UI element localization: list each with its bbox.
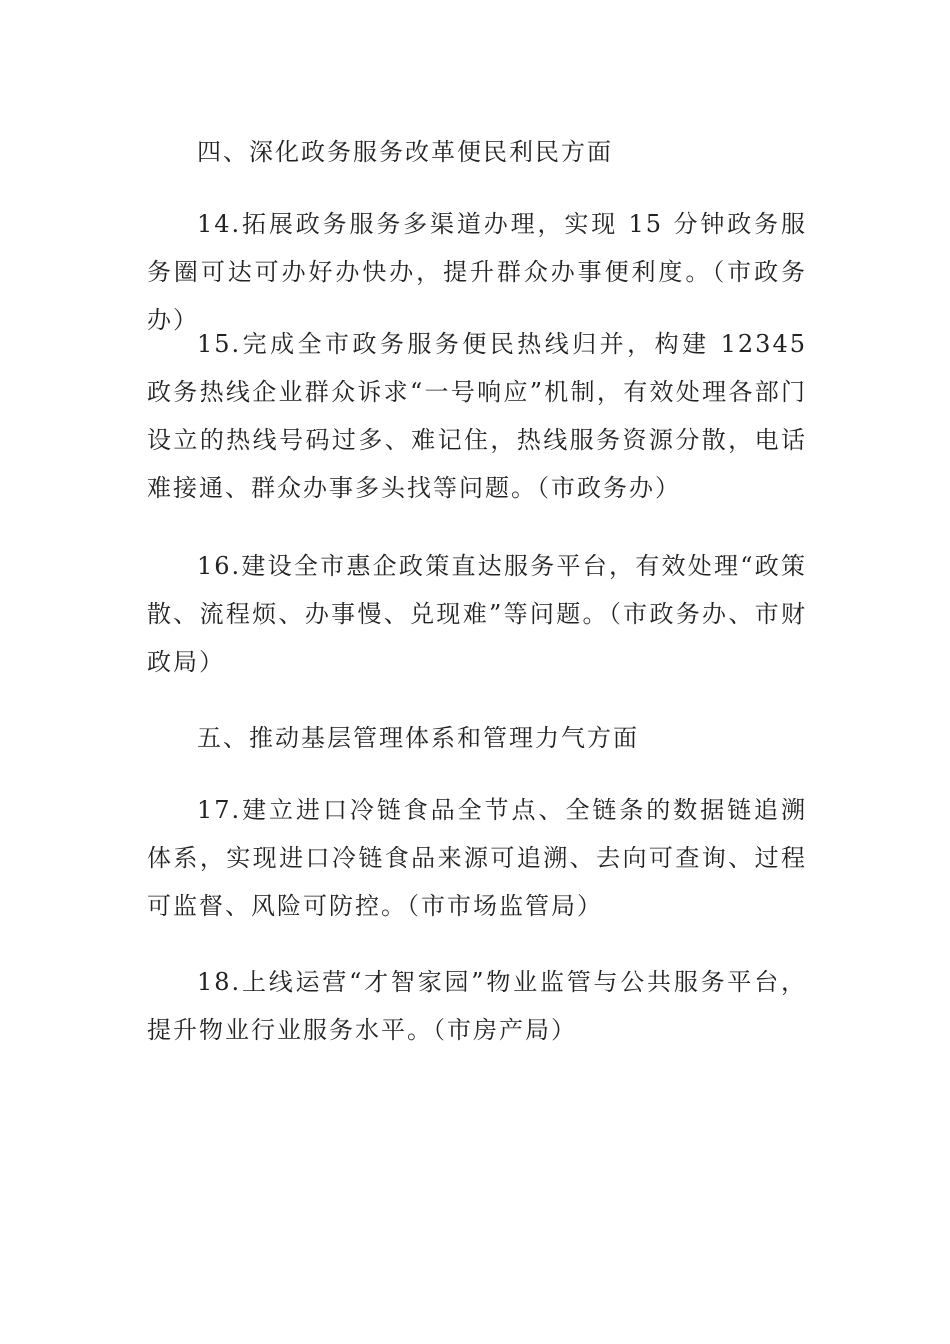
section-heading-4: 四、深化政务服务改革便民利民方面: [197, 138, 613, 166]
item-14: 14.拓展政务服务多渠道办理，实现 15 分钟政务服务圈可达可办好办快办，提升群众办事便利度。（市政务办）: [147, 210, 807, 334]
item-18: 18.上线运营“才智家园”物业监管与公共服务平台，提升物业行业服务水平。（市房产局）: [147, 968, 807, 1044]
item-17: 17.建立进口冷链食品全节点、全链条的数据链追溯体系，实现进口冷链食品来源可追溯、去向可查询、过程可监督、风险可防控。（市市场监管局）: [147, 796, 807, 920]
item-15: 15.完成全市政务服务便民热线归并，构建 12345 政务热线企业群众诉求“一号响应”机制，有效处理各部门设立的热线号码过多、难记住，热线服务资源分散，电话难接通、群众办事多头找等问题。（市政务办）: [147, 330, 807, 502]
section-heading-5: 五、推动基层管理体系和管理力气方面: [197, 724, 639, 752]
item-16: 16.建设全市惠企政策直达服务平台，有效处理“政策散、流程烦、办事慢、兑现难”等问题。（市政务办、市财政局）: [147, 552, 807, 676]
